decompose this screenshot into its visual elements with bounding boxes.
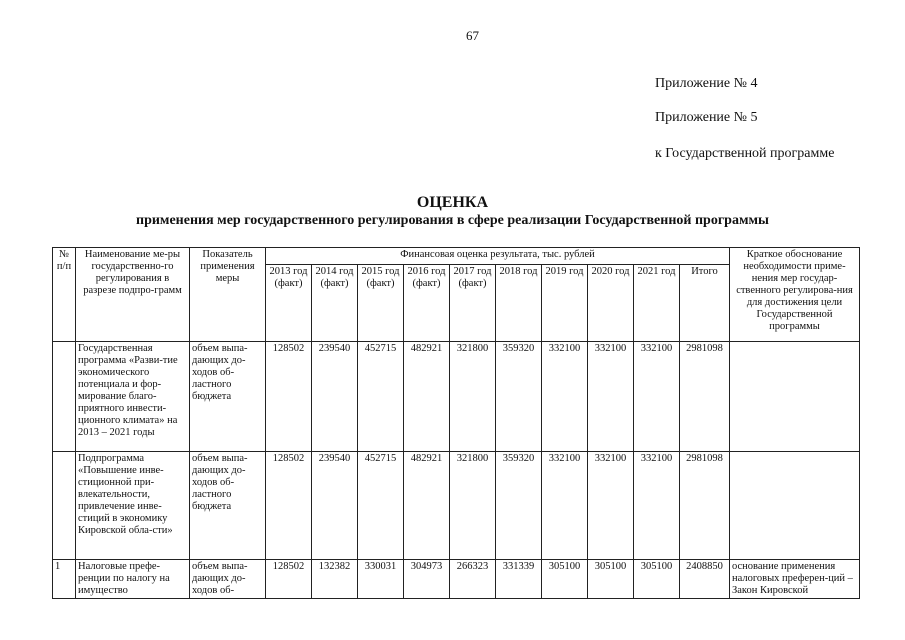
cell-justification: основание применения налоговых преферен-ций – Закон Кировской <box>730 560 860 599</box>
cell-total: 2408850 <box>680 560 730 599</box>
cell-measure-name: Налоговые префе-ренции по налогу на имущество <box>76 560 190 599</box>
header-financial-estimate: Финансовая оценка результата, тыс. рублей <box>266 248 730 265</box>
appendix-5-label: Приложение № 5 <box>655 110 758 125</box>
header-measure-name: Наименование ме-ры государственно-го регулирования в разрезе подпро-грамм <box>76 248 190 342</box>
cell-justification <box>730 452 860 560</box>
cell-value: 482921 <box>404 452 450 560</box>
header-num: № п/п <box>53 248 76 342</box>
cell-value: 304973 <box>404 560 450 599</box>
cell-value: 128502 <box>266 452 312 560</box>
appendix-4-label: Приложение № 4 <box>655 76 758 91</box>
cell-value: 359320 <box>496 342 542 452</box>
cell-value: 321800 <box>450 452 496 560</box>
cell-indicator: объем выпа-дающих до-ходов об-ластного бюджета <box>190 342 266 452</box>
cell-total: 2981098 <box>680 452 730 560</box>
document-subtitle: применения мер государственного регулирования в сфере реализации Государственной программы <box>136 213 769 228</box>
cell-total: 2981098 <box>680 342 730 452</box>
header-year: 2014 год (факт) <box>312 265 358 342</box>
cell-value: 332100 <box>542 452 588 560</box>
header-year: 2020 год <box>588 265 634 342</box>
cell-value: 332100 <box>588 342 634 452</box>
header-total: Итого <box>680 265 730 342</box>
cell-value: 332100 <box>542 342 588 452</box>
table-row <box>53 452 860 560</box>
table-row <box>53 560 860 599</box>
cell-measure-name: Подпрограмма «Повышение инве-стиционной при-влекательности, привлечение инве-стиций в экономику Кировской обла-сти» <box>76 452 190 560</box>
cell-indicator: объем выпа-дающих до-ходов об- <box>190 560 266 599</box>
cell-measure-name: Государственная программа «Разви-тие экономического потенциала и фор-мирование благо-приятного инвести-ционного климата» на 2013 – 2021 годы <box>76 342 190 452</box>
header-year: 2015 год (факт) <box>358 265 404 342</box>
cell-num <box>53 342 76 452</box>
cell-value: 332100 <box>634 452 680 560</box>
cell-value: 452715 <box>358 452 404 560</box>
header-justification: Краткое обоснование необходимости приме-нения мер государ-ственного регулирова-ния для достижения цели Государственной программы <box>730 248 860 342</box>
header-year: 2021 год <box>634 265 680 342</box>
cell-num: 1 <box>53 560 76 599</box>
cell-justification <box>730 342 860 452</box>
cell-value: 239540 <box>312 342 358 452</box>
document-title: ОЦЕНКА <box>416 194 489 211</box>
cell-num <box>53 452 76 560</box>
cell-indicator: объем выпа-дающих до-ходов об-ластного бюджета <box>190 452 266 560</box>
header-year: 2013 год (факт) <box>266 265 312 342</box>
header-year: 2019 год <box>542 265 588 342</box>
appendix-program-label: к Государственной программе <box>655 146 835 161</box>
header-year: 2018 год <box>496 265 542 342</box>
cell-value: 305100 <box>542 560 588 599</box>
cell-value: 305100 <box>588 560 634 599</box>
cell-value: 330031 <box>358 560 404 599</box>
header-indicator: Показатель применения меры <box>190 248 266 342</box>
cell-value: 482921 <box>404 342 450 452</box>
cell-value: 332100 <box>634 342 680 452</box>
cell-value: 321800 <box>450 342 496 452</box>
cell-value: 305100 <box>634 560 680 599</box>
cell-value: 359320 <box>496 452 542 560</box>
assessment-table <box>52 247 860 599</box>
page-number: 67 <box>466 28 479 43</box>
cell-value: 266323 <box>450 560 496 599</box>
cell-value: 132382 <box>312 560 358 599</box>
cell-value: 331339 <box>496 560 542 599</box>
header-year: 2016 год (факт) <box>404 265 450 342</box>
cell-value: 128502 <box>266 560 312 599</box>
cell-value: 239540 <box>312 452 358 560</box>
cell-value: 332100 <box>588 452 634 560</box>
table-row <box>53 342 860 452</box>
cell-value: 452715 <box>358 342 404 452</box>
header-year: 2017 год (факт) <box>450 265 496 342</box>
cell-value: 128502 <box>266 342 312 452</box>
